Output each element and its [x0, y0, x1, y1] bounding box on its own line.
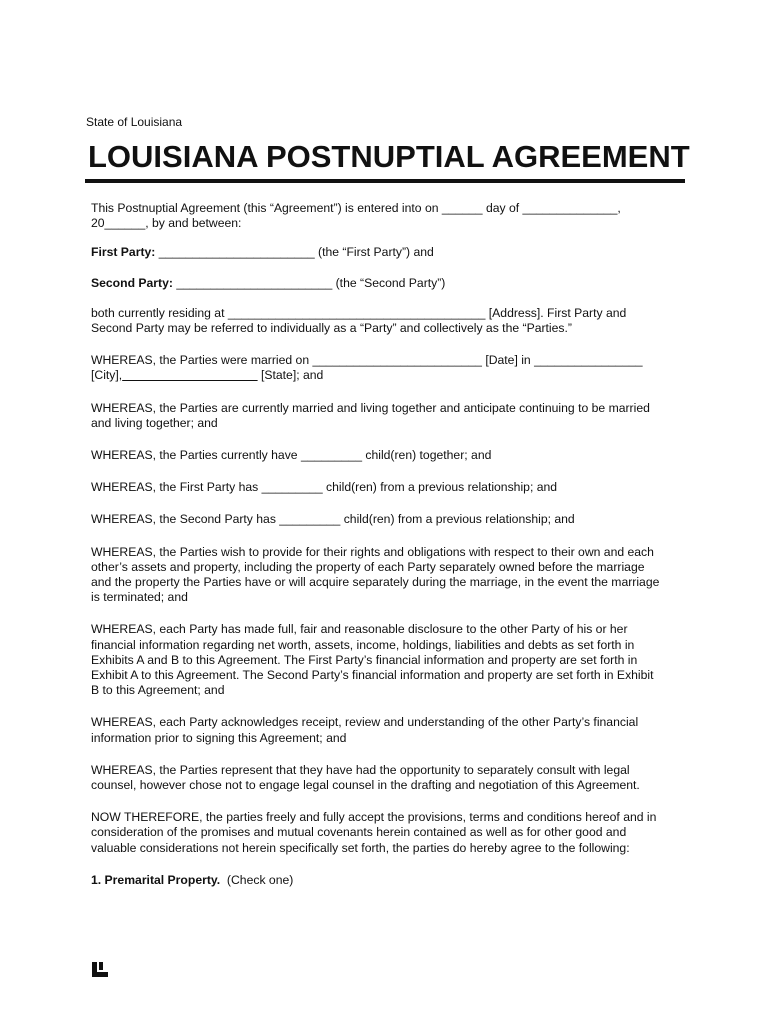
whereas-disclosure-line-2: financial information regarding net worth, assets, income, holdings, liabilities and debts as set forth in — [91, 637, 635, 652]
now-therefore-paragraph — [91, 810, 683, 856]
state-label: State of Louisiana — [86, 115, 183, 129]
whereas-disclosure-line-3: Exhibits A and B to this Agreement. The First Party’s financial information and property are set forth in — [91, 652, 638, 667]
first-party-text: _______________________ (the “First Party”) and — [155, 245, 434, 260]
residing-paragraph — [91, 306, 683, 336]
whereas-disclosure-line-5: B to this Agreement; and — [91, 683, 225, 698]
legal-templates-logo-icon — [92, 962, 108, 977]
whereas-counsel-line-2: counsel, however chose not to engage legal counsel in the drafting and negotiation of this Agreement. — [91, 778, 640, 793]
residing-line-2: Second Party may be referred to individually as a “Party” and collectively as the “Parties.” — [91, 321, 572, 336]
intro-line-1: This Postnuptial Agreement (this “Agreement”) is entered into on ______ day of ______________, — [91, 201, 621, 215]
section-1-heading: 1. Premarital Property. — [91, 872, 221, 887]
now-therefore-line-3: valuable considerations not herein specifically set forth, the parties do hereby agree to the following: — [91, 840, 630, 855]
document-body — [91, 201, 683, 888]
married-line-2 — [91, 368, 683, 383]
second-party-line — [91, 276, 683, 291]
whereas-rights-line-2: other’s assets and property, including the property of each Party separately owned before the marriage — [91, 559, 645, 574]
residing-line-1: both currently residing at ______________________________________ [Address]. First Party and — [91, 305, 627, 320]
first-party-label: First Party: — [91, 245, 156, 260]
intro-line-2: 20______, by and between: — [91, 216, 242, 231]
whereas-children-paragraph: WHEREAS, the Parties currently have _________ child(ren) together; and — [91, 448, 492, 463]
now-therefore-line-1: NOW THEREFORE, the parties freely and fully accept the provisions, terms and conditions hereof and in — [91, 810, 657, 825]
whereas-first-children-paragraph: WHEREAS, the First Party has _________ child(ren) from a previous relationship; and — [91, 480, 558, 495]
married-paragraph — [91, 353, 683, 383]
section-1-heading-line — [91, 873, 683, 888]
whereas-rights-line-1: WHEREAS, the Parties wish to provide for their rights and obligations with respect to their own and each — [91, 544, 654, 559]
now-therefore-line-2: consideration of the promises and mutual covenants herein contained as well as for other good and — [91, 825, 627, 840]
whereas-rights-line-4: is terminated; and — [91, 590, 188, 605]
whereas-disclosure-line-4: Exhibit A to this Agreement. The Second Party’s financial information and property are set forth in Exhibit — [91, 668, 654, 683]
whereas-disclosure-paragraph — [91, 622, 683, 698]
whereas-ack-line-2: information prior to signing this Agreement; and — [91, 730, 347, 745]
married-state: [State]; and — [257, 368, 324, 383]
whereas-ack-line-1: WHEREAS, each Party acknowledges receipt, review and understanding of the other Party’s financial — [91, 715, 639, 730]
section-1-note: (Check one) — [220, 872, 294, 887]
title-rule-divider — [85, 179, 685, 183]
second-party-text: _______________________ (the “Second Party”) — [172, 275, 446, 290]
whereas-living-line-1: WHEREAS, the Parties are currently married and living together and anticipate continuing to be married — [91, 400, 650, 415]
married-city: [City], — [91, 368, 123, 383]
whereas-ack-paragraph — [91, 715, 683, 745]
whereas-second-children-paragraph: WHEREAS, the Second Party has _________ child(ren) from a previous relationship; and — [91, 512, 575, 527]
whereas-counsel-line-1: WHEREAS, the Parties represent that they have had the opportunity to separately consult with legal — [91, 762, 630, 777]
married-state-blank — [122, 368, 257, 382]
whereas-counsel-paragraph — [91, 763, 683, 793]
whereas-rights-paragraph — [91, 545, 683, 606]
second-party-label: Second Party: — [91, 275, 173, 290]
first-party-line — [91, 245, 683, 260]
whereas-living-paragraph — [91, 401, 683, 431]
whereas-rights-line-3: and the property the Parties have or will acquire separately during the marriage, in the event the marriage — [91, 575, 660, 590]
married-line-1: WHEREAS, the Parties were married on _________________________ [Date] in ________________ — [91, 353, 643, 368]
whereas-disclosure-line-1: WHEREAS, each Party has made full, fair and reasonable disclosure to the other Party of his or her — [91, 622, 628, 637]
intro-paragraph — [91, 201, 683, 231]
document-title: LOUISIANA POSTNUPTIAL AGREEMENT — [88, 139, 690, 174]
whereas-living-line-2: and living together; and — [91, 415, 218, 430]
